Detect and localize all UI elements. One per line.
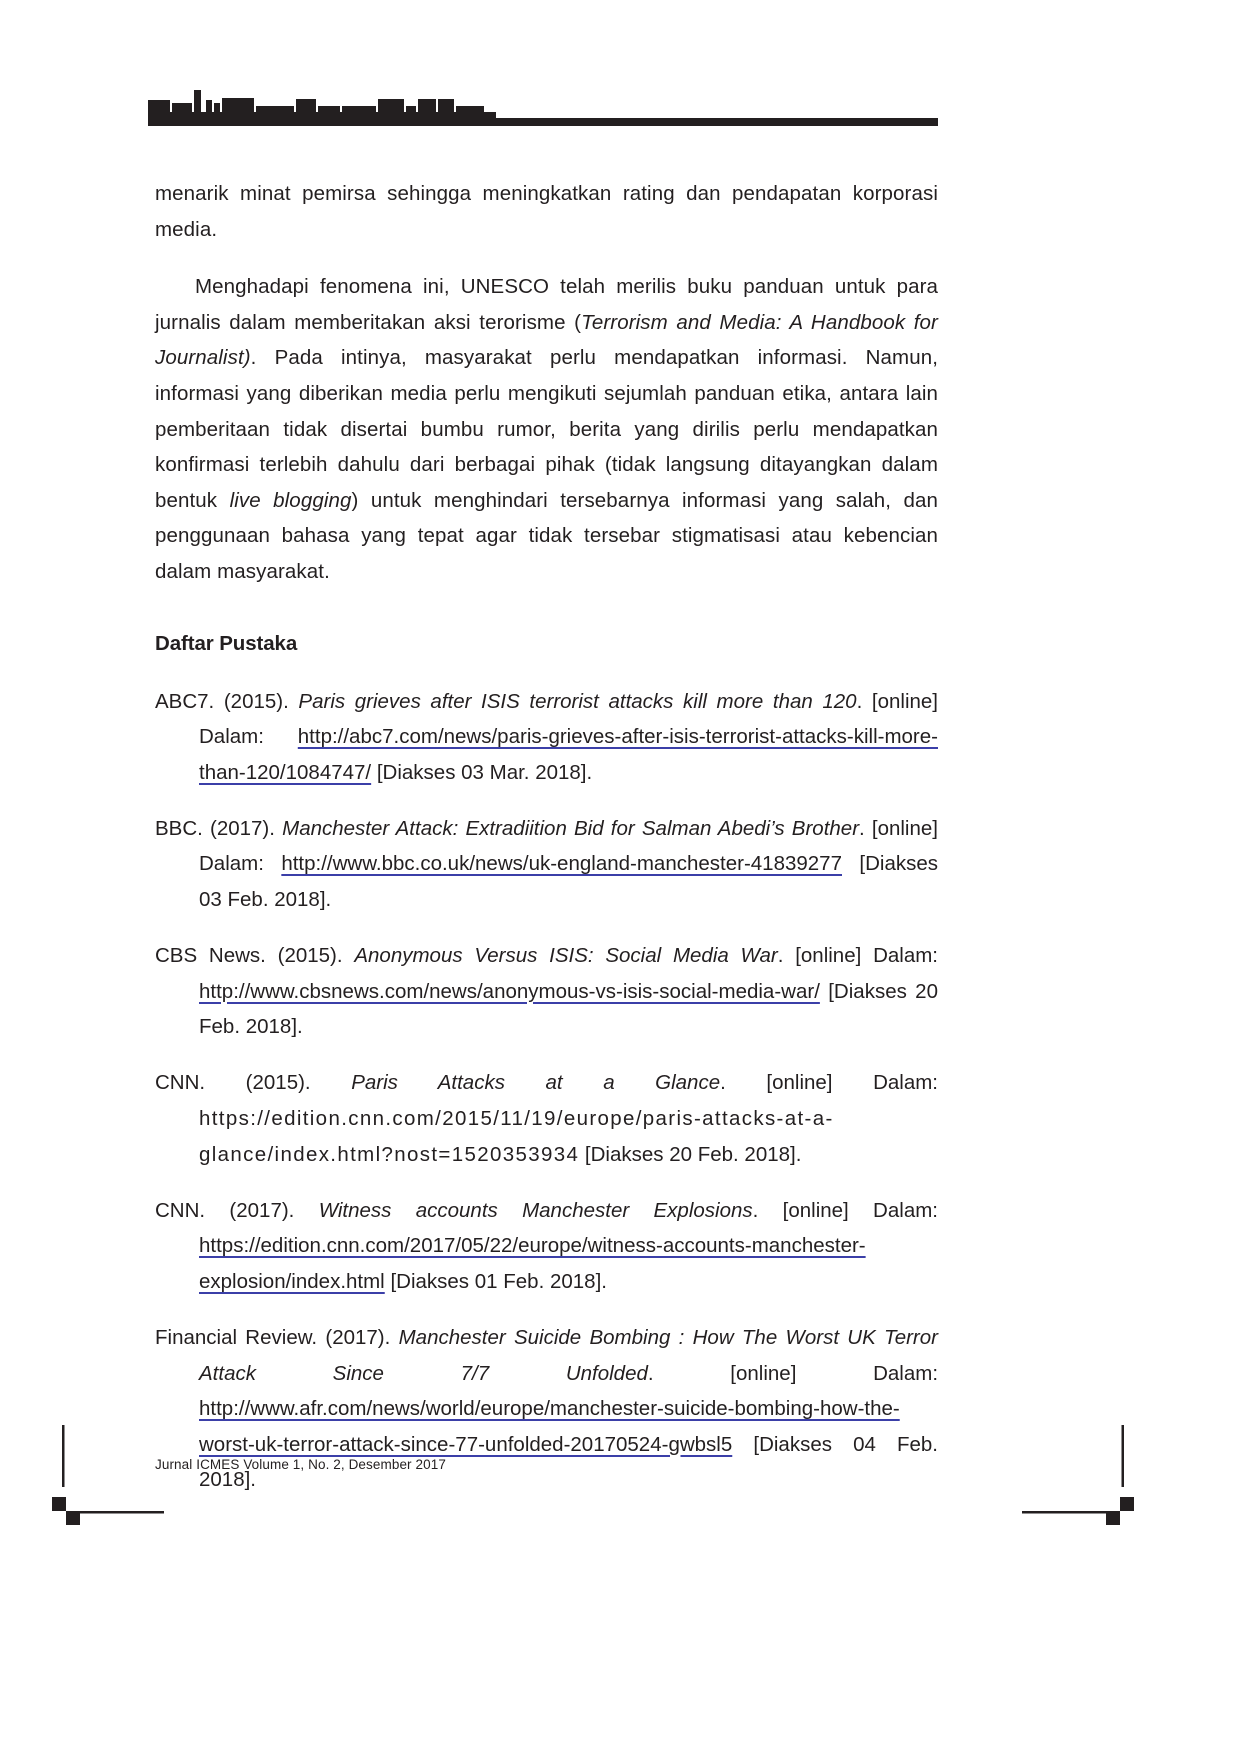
reference-entry-cnn-2017	[155, 1193, 938, 1300]
reference-url-link[interactable]: http://www.cbsnews.com/news/anonymous-vs-isis-social-media-war/	[199, 979, 820, 1003]
reference-author-year: ABC7. (2015).	[155, 689, 299, 713]
reference-accessed-date: [Diakses 04 Feb. 2018].	[199, 1432, 938, 1492]
reference-url-link[interactable]: http://abc7.com/news/paris-grieves-after-isis-terrorist-attacks-kill-more-than-120/1084747/	[199, 725, 938, 784]
reference-entry-abc7	[155, 684, 938, 791]
paragraph-2-part-a: Menghadapi fenomena ini, UNESCO telah merilis buku panduan untuk para jurnalis dalam memberitakan aksi terorisme (	[155, 275, 938, 334]
reference-author-year: CBS News. (2015).	[155, 944, 355, 968]
reference-accessed-date: [Diakses 03 Mar. 2018].	[371, 760, 593, 784]
reference-after-title: . [online] Dalam:	[777, 944, 938, 968]
reference-after-title: . [online] Dalam:	[199, 816, 938, 876]
section-heading-daftar-pustaka: Daftar Pustaka	[155, 631, 298, 655]
reference-url-link[interactable]: http://www.bbc.co.uk/news/uk-england-manchester-41839277	[281, 852, 842, 876]
reference-author-year: BBC. (2017).	[155, 816, 283, 840]
reference-title: Paris Attacks at a Glance	[351, 1071, 721, 1095]
reference-author-year: CNN. (2015).	[155, 1071, 352, 1095]
reference-title: Paris grieves after ISIS terrorist attacks kill more than 120	[298, 689, 857, 713]
reference-title: Witness accounts Manchester Explosions	[318, 1198, 753, 1222]
reference-entry-bbc	[155, 811, 938, 918]
crop-mark-bottom-right	[1022, 1425, 1142, 1535]
reference-after-title: . [online] Dalam:	[720, 1071, 938, 1095]
crop-mark-bottom-left	[44, 1425, 164, 1535]
reference-author-year: Financial Review. (2017).	[155, 1325, 399, 1349]
paragraph-2-part-e: ) untuk menghindari tersebarnya informasi yang salah, dan penggunaan bahasa yang tepat agar tidak tersebar stigmatisasi atau kebencian dalam masyarakat.	[155, 488, 938, 583]
reference-url-link[interactable]: https://edition.cnn.com/2017/05/22/europe/witness-accounts-manchester-explosion/index.html	[199, 1234, 866, 1293]
paragraph-2-book-title: Terrorism and Media: A Handbook for Journalist)	[155, 310, 938, 370]
reference-entry-cbs-news	[155, 938, 938, 1045]
bibliography-list	[155, 684, 938, 1498]
reference-entry-cnn-2015	[155, 1065, 938, 1172]
paragraph-2	[155, 269, 938, 589]
reference-author-year: CNN. (2017).	[155, 1198, 319, 1222]
reference-title: Manchester Attack: Extradiition Bid for Salman Abedi’s Brother	[282, 816, 860, 840]
reference-accessed-date: [Diakses 20 Feb. 2018].	[199, 979, 938, 1039]
paragraph-1: menarik minat pemirsa sehingga meningkatkan rating dan pendapatan korporasi media.	[155, 182, 938, 241]
reference-accessed-date: [Diakses 03 Feb. 2018].	[199, 852, 938, 911]
paragraph-2-part-c: . Pada intinya, masyarakat perlu mendapatkan informasi. Namun, informasi yang diberikan media perlu mengikuti sejumlah panduan etika, antara lain pemberitaan tidak disertai bumbu rumor, berita yang dirilis perlu mendapatkan konfirmasi terlebih dahulu dari berbagai pihak (tidak langsung ditayangkan dalam bentuk	[155, 346, 938, 512]
reference-url-text: https://edition.cnn.com/2015/11/19/europe/paris-attacks-at-a-glance/index.html?nost=1520353934	[199, 1106, 834, 1166]
reference-accessed-date: [Diakses 01 Feb. 2018].	[384, 1269, 607, 1293]
reference-after-title: . [online] Dalam:	[647, 1361, 939, 1385]
paragraph-2-term-live-blogging: live blogging	[229, 488, 352, 512]
reference-url-link[interactable]: http://www.afr.com/news/world/europe/manchester-suicide-bombing-how-the-worst-uk-terror-attack-since-77-unfolded-20170524-gwbsl5	[199, 1397, 900, 1456]
reference-title: Manchester Suicide Bombing : How The Worst UK Terror Attack Since 7/7 Unfolded	[199, 1325, 938, 1385]
decorative-bar-graphic	[148, 88, 938, 126]
page-footer: Jurnal ICMES Volume 1, No. 2, Desember 2017	[155, 1457, 446, 1472]
reference-accessed-date: [Diakses 20 Feb. 2018].	[579, 1142, 802, 1166]
reference-after-title: . [online] Dalam:	[199, 689, 939, 749]
reference-after-title: . [online] Dalam:	[752, 1198, 938, 1222]
reference-title: Anonymous Versus ISIS: Social Media War	[354, 944, 778, 968]
page-content	[155, 176, 938, 1498]
